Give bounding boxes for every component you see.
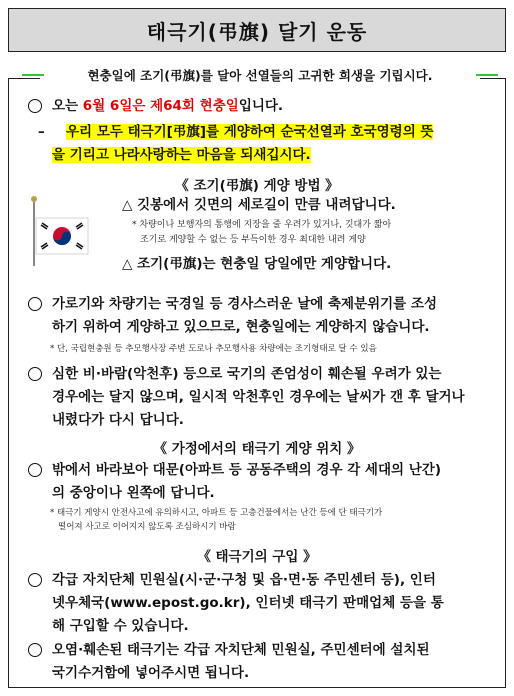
section-heading-home: 《 가정에서의 태극기 게양 위치 》 [153, 441, 361, 457]
page-title: 태극기(弔旗) 달기 운동 [146, 19, 368, 44]
intro-part1: 오는 [52, 98, 83, 114]
purchase-line-3: 해 구입할 수 있습니다. [52, 618, 189, 634]
intro-line [52, 95, 283, 118]
home-line-2: 의 중앙이나 왼쪽에 답니다. [52, 485, 215, 501]
weather-line-1: 심한 비·바람(악천후) 등으로 국기의 존엄성이 훼손될 우려가 있는 [52, 366, 442, 382]
streets-line-1: 가로기와 차량기는 국경일 등 경사스러운 날에 축제분위기를 조성 [52, 296, 438, 312]
intro-part2: 입니다. [238, 98, 284, 114]
intro-highlight-2 [52, 144, 311, 167]
section-heading-purchase: 《 태극기의 구입 》 [197, 549, 317, 565]
highlight-text-1: 우리 모두 태극기[弔旗]를 게양하여 순국선열과 호국영령의 뜻 [66, 124, 434, 140]
title-box [8, 8, 506, 52]
streets-line-2: 하기 위하여 게양하고 있으므로, 현충일에는 게양하지 않습니다. [52, 319, 430, 335]
highlight-text-2: 을 기리고 나라사랑하는 마음을 되새깁시다. [52, 147, 311, 163]
jogi-item-1: △ 깃봉에서 깃면의 세로길이 만큼 내려답니다. [122, 197, 396, 213]
section-heading-jogi: 《 조기(弔旗) 게양 방법 》 [175, 178, 339, 194]
dash: – [38, 124, 45, 140]
subheading: 현충일에 조기(弔旗)를 달아 선열들의 고귀한 희생을 기립시다. [40, 62, 480, 88]
bullet-icon [28, 463, 42, 477]
home-note-line-2: 떨어져 사고로 이어지지 않도록 조심하시기 바람 [58, 522, 236, 532]
intro-highlight-1 [66, 121, 433, 144]
jogi-note-line-2: 조기로 게양할 수 없는 등 부득이한 경우 최대한 내려 게양 [140, 235, 366, 245]
purchase-line-1: 각급 자치단체 민원실(시·군·구청 및 읍·면·동 주민센터 등), 인터 [52, 572, 436, 588]
bullet-icon [28, 573, 42, 587]
home-note-line-1: * 태극기 게양시 안전사고에 유의하시고, 아파트 등 고층건물에서는 난간 등에 단 태극기가 [50, 508, 383, 518]
home-line-1: 밖에서 바라보아 대문(아파트 등 공동주택의 경우 각 세대의 난간) [52, 462, 442, 478]
bullet-icon [28, 297, 42, 311]
bullet-icon [28, 367, 42, 381]
jogi-item-2: △ 조기(弔旗)는 현충일 당일에만 게양합니다. [122, 256, 392, 272]
disposal-line-2: 국기수거함에 넣어주시면 됩니다. [52, 665, 250, 681]
jogi-note-line-1: * 차량이나 보행자의 통행에 지장을 줄 우려가 있거나, 깃대가 짧아 [132, 220, 392, 230]
taegukgi-flag-image [30, 196, 92, 266]
bullet-icon [28, 99, 42, 113]
streets-note: * 단, 국립현충원 등 추모행사장 주변 도로나 추모행사용 차량에는 조기형태로 달 수 있음 [50, 344, 377, 354]
weather-line-2: 경우에는 달지 않으며, 일시적 악천후인 경우에는 날씨가 갠 후 달거나 [52, 389, 465, 405]
weather-line-3: 내렸다가 다시 답니다. [52, 412, 184, 428]
purchase-line-2: 넷우체국(www.epost.go.kr), 인터넷 태극기 판매업체 등을 통 [52, 595, 444, 611]
disposal-line-1: 오염·훼손된 태극기는 각급 자치단체 민원실, 주민센터에 설치된 [52, 642, 430, 658]
intro-date: 6월 6일은 제64회 현충일 [82, 98, 239, 114]
bullet-icon [28, 643, 42, 657]
